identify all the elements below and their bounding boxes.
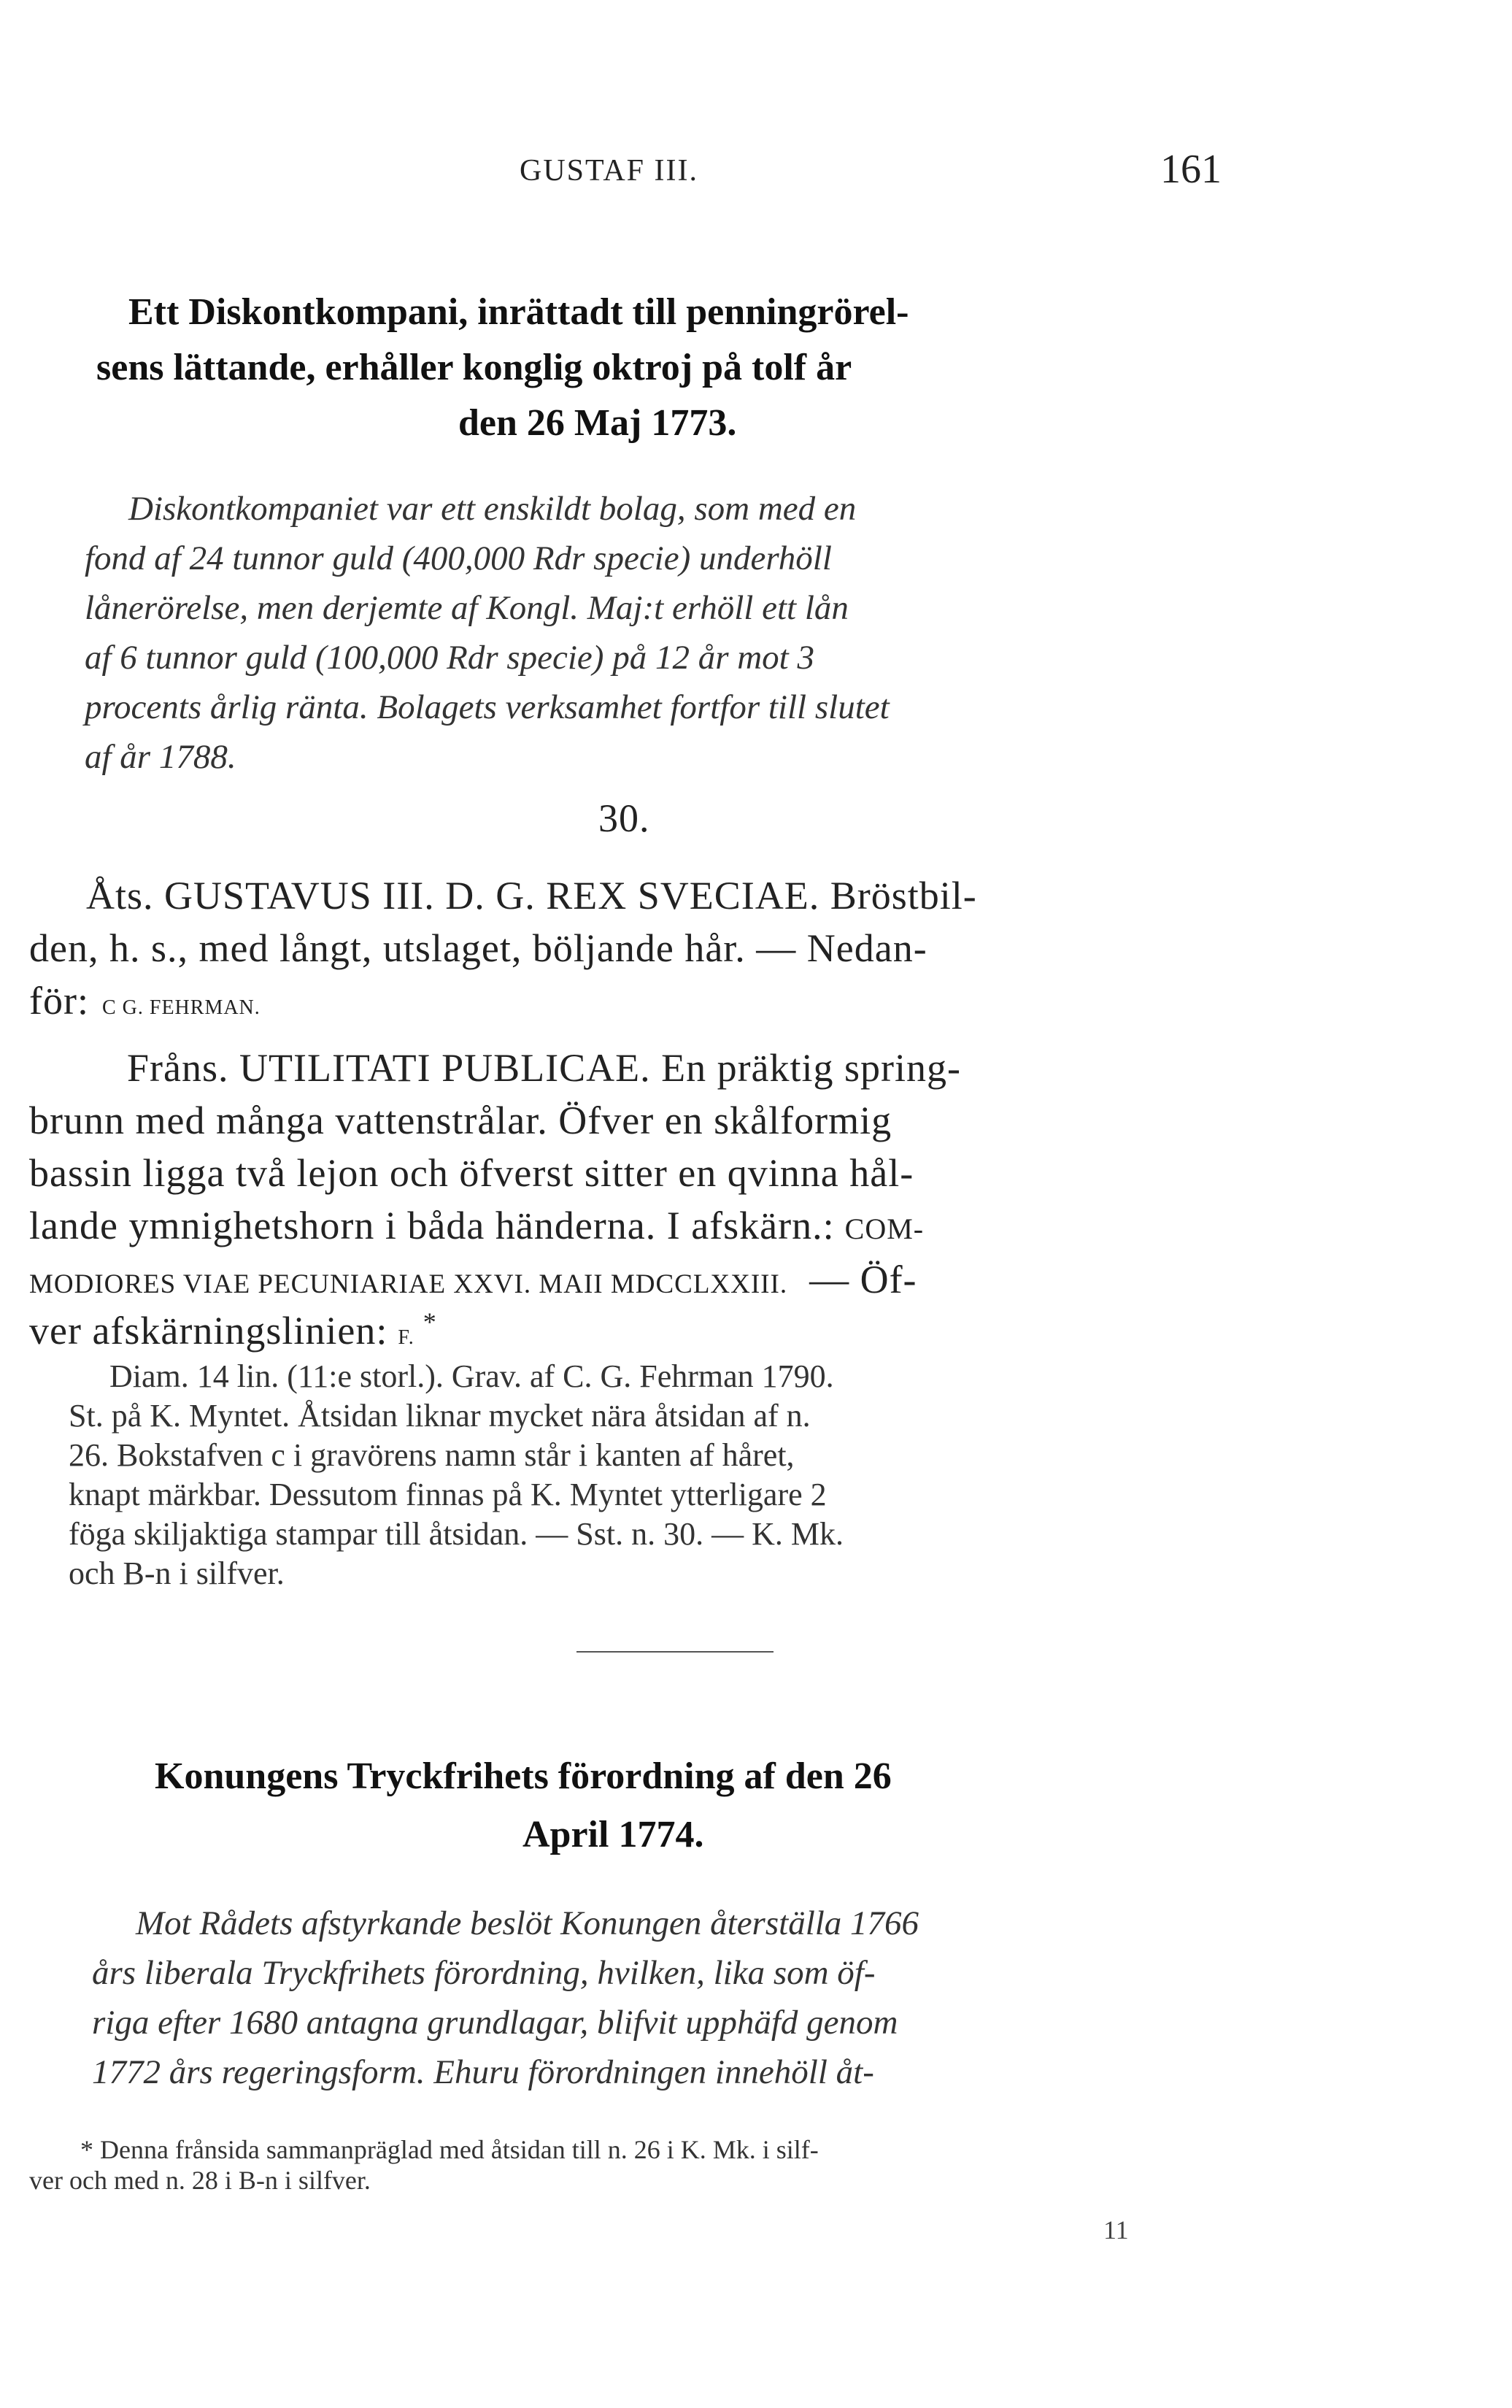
obverse-line-2: den, h. s., med långt, utslaget, böljande hår. — Nedan-	[29, 926, 927, 970]
section1-intro-line-2: fond af 24 tunnor guld (400,000 Rdr specie) underhöll	[85, 539, 832, 577]
page-number: 161	[1160, 147, 1222, 192]
section1-title-line-3: den 26 Maj 1773.	[458, 402, 737, 444]
section2-title-line-1: Konungens Tryckfrihets förordning af den 26	[155, 1755, 892, 1797]
section2-intro-line-2: års liberala Tryckfrihets förordning, hvilken, lika som öf-	[92, 1954, 876, 1992]
obverse-line-3-prefix: för:	[29, 979, 89, 1023]
exergue-legend: MODIORES VIAE PECUNIARIAE XXVI. MAII MDCCLXXIII.	[29, 1269, 788, 1299]
signature-mark: 11	[1103, 2215, 1129, 2244]
engraver-signature: C G. FEHRMAN.	[101, 996, 261, 1019]
section-separator	[576, 1651, 774, 1653]
catalogue-number: 30.	[598, 796, 650, 840]
reverse-line-6	[29, 1307, 437, 1353]
details-line-6: och B-n i silfver.	[69, 1555, 285, 1591]
section1-intro-line-4: af 6 tunnor guld (100,000 Rdr specie) på 12 år mot 3	[85, 639, 814, 677]
footnote-marker: *	[423, 1307, 437, 1336]
section1-intro-line-3: lånerörelse, men derjemte af Kongl. Maj:t erhöll ett lån	[85, 589, 849, 627]
reverse-line-2: brunn med många vattenstrålar. Öfver en skålformig	[29, 1099, 892, 1142]
section1-intro-line-1: Diskontkompaniet var ett enskildt bolag, som med en	[128, 490, 857, 528]
details-line-4: knapt märkbar. Dessutom finnas på K. Myntet ytterligare 2	[69, 1477, 827, 1512]
section1-title-line-2: sens lättande, erhåller konglig oktroj på tolf år	[96, 347, 852, 388]
reverse-line-4-text: lande ymnighetshorn i båda händerna. I afskärn.:	[29, 1204, 835, 1247]
section2-intro-line-1: Mot Rådets afstyrkande beslöt Konungen återställa 1766	[136, 1904, 919, 1942]
section2-intro-line-3: riga efter 1680 antagna grundlagar, blifvit upphäfd genom	[92, 2004, 898, 2042]
details-line-5: föga skiljaktiga stampar till åtsidan. — Sst. n. 30. — K. Mk.	[69, 1516, 844, 1552]
reverse-line-6-text: ver afskärningslinien:	[29, 1309, 388, 1353]
reverse-line-3: bassin ligga två lejon och öfverst sitter en qvinna hål-	[29, 1151, 914, 1195]
reverse-line-5	[29, 1257, 917, 1302]
obverse-line-1: Åts. GUSTAVUS III. D. G. REX SVECIAE. Bröstbil-	[86, 874, 977, 918]
reverse-line-1: Fråns. UTILITATI PUBLICAE. En präktig spring-	[127, 1046, 962, 1090]
section1-intro-line-5: procents årlig ränta. Bolagets verksamhet fortfor till slutet	[85, 688, 890, 726]
footnote-line-1: * Denna frånsida sammanpräglad med åtsidan till n. 26 i K. Mk. i silf-	[80, 2135, 819, 2164]
reverse-line-4-smallcaps: COM-	[844, 1212, 925, 1245]
running-head: GUSTAF III.	[520, 154, 698, 188]
exergue-signature: F.	[398, 1326, 414, 1349]
details-line-3: 26. Bokstafven c i gravörens namn står i kanten af håret,	[69, 1437, 795, 1473]
obverse-line-3	[29, 978, 261, 1023]
section1-title-line-1: Ett Diskontkompani, inrättadt till penningrörel-	[128, 291, 909, 333]
section1-intro-line-6: af år 1788.	[85, 738, 236, 776]
details-line-1: Diam. 14 lin. (11:e storl.). Grav. af C. G. Fehrman 1790.	[109, 1358, 834, 1394]
section2-intro-line-4: 1772 års regeringsform. Ehuru förordningen innehöll åt-	[92, 2053, 874, 2091]
details-line-2: St. på K. Myntet. Åtsidan liknar mycket nära åtsidan af n.	[69, 1398, 811, 1434]
section2-title-line-2: April 1774.	[522, 1814, 704, 1855]
reverse-line-4	[29, 1203, 924, 1248]
reverse-line-5-tail: — Öf-	[809, 1258, 917, 1301]
footnote-line-2: ver och med n. 28 i B-n i silfver.	[29, 2166, 371, 2195]
